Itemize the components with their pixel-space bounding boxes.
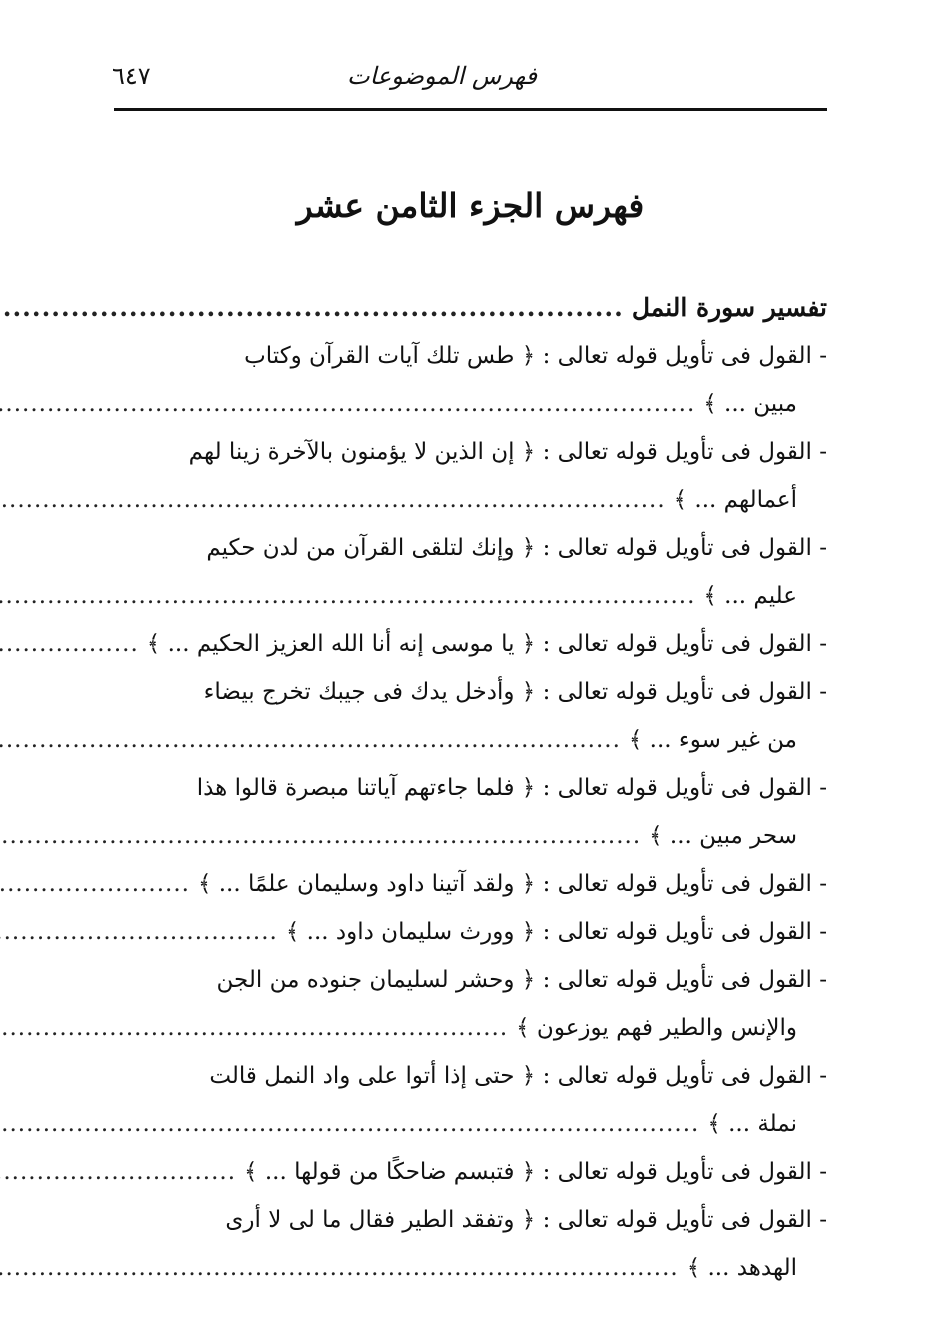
toc-entry-continuation — [114, 812, 827, 860]
dot-leader — [0, 620, 139, 668]
toc-entry-text: - القول فى تأويل قوله تعالى : ﴿ فتبسم ضاحكًا من قولها ... ﴾ — [244, 1159, 827, 1185]
dot-leader — [0, 1100, 699, 1148]
dot-leader — [0, 476, 666, 524]
table-of-contents — [114, 284, 827, 1292]
dot-leader — [0, 380, 695, 428]
toc-entry-text: تفسير سورة النمل — [631, 293, 827, 322]
dot-leader — [0, 908, 278, 956]
toc-entry-text: - القول فى تأويل قوله تعالى : ﴿ يا موسى إنه أنا الله العزيز الحكيم ... ﴾ — [146, 631, 827, 657]
toc-entry-text: - القول فى تأويل قوله تعالى : ﴿ وإنك لتلقى القرآن من لدن حكيم — [206, 535, 827, 561]
toc-entry-text: سحر مبين ... ﴾ — [649, 823, 797, 849]
toc-entry — [114, 620, 827, 668]
toc-entry-text: والإنس والطير فهم يوزعون ﴾ — [516, 1015, 797, 1041]
toc-entry-text: مبين ... ﴾ — [703, 391, 797, 417]
toc-entry — [114, 524, 827, 572]
toc-entry — [114, 668, 827, 716]
toc-entry — [114, 1196, 827, 1244]
dot-leader — [0, 284, 624, 332]
header-rule — [114, 108, 827, 111]
toc-entry — [114, 1148, 827, 1196]
page-title: فهرس الجزء الثامن عشر — [296, 186, 645, 225]
dot-leader — [0, 860, 190, 908]
toc-entry-continuation — [114, 380, 827, 428]
dot-leader — [0, 716, 621, 764]
dot-leader — [0, 572, 695, 620]
toc-entry — [114, 1052, 827, 1100]
dot-leader — [0, 1148, 236, 1196]
toc-entry-text: أعمالهم ... ﴾ — [673, 487, 797, 513]
toc-section-heading — [114, 284, 827, 332]
toc-entry-continuation — [114, 1244, 827, 1292]
toc-entry-text: - القول فى تأويل قوله تعالى : ﴿ وورث سليمان داود ... ﴾ — [285, 919, 827, 945]
toc-entry-continuation — [114, 1100, 827, 1148]
toc-entry — [114, 860, 827, 908]
toc-entry — [114, 956, 827, 1004]
toc-entry-text: - القول فى تأويل قوله تعالى : ﴿ وتفقد الطير فقال ما لى لا أرى — [225, 1207, 827, 1233]
toc-entry — [114, 428, 827, 476]
toc-entry-text: الهدهد ... ﴾ — [686, 1255, 797, 1281]
toc-entry-text: - القول فى تأويل قوله تعالى : ﴿ طس تلك آيات القرآن وكتاب — [244, 343, 827, 369]
toc-entry-continuation — [114, 572, 827, 620]
toc-entry-continuation — [114, 716, 827, 764]
dot-leader — [0, 1244, 679, 1292]
running-header — [112, 62, 827, 102]
toc-entry-text: - القول فى تأويل قوله تعالى : ﴿ وأدخل يدك فى جيبك تخرج بيضاء — [203, 679, 827, 705]
page-number: ٦٤٧ — [112, 62, 151, 90]
toc-entry-text: نملة ... ﴾ — [707, 1111, 797, 1137]
toc-entry — [114, 332, 827, 380]
toc-entry-text: - القول فى تأويل قوله تعالى : ﴿ وحشر لسليمان جنوده من الجن — [216, 967, 827, 993]
toc-entry-text: من غير سوء ... ﴾ — [628, 727, 797, 753]
toc-entry-text: - القول فى تأويل قوله تعالى : ﴿ ولقد آتينا داود وسليمان علمًا ... ﴾ — [197, 871, 827, 897]
toc-entry-text: عليم ... ﴾ — [703, 583, 797, 609]
toc-entry — [114, 908, 827, 956]
toc-entry-text: - القول فى تأويل قوله تعالى : ﴿ فلما جاءتهم آياتنا مبصرة قالوا هذا — [196, 775, 827, 801]
toc-entry-text: - القول فى تأويل قوله تعالى : ﴿ إن الذين لا يؤمنون بالآخرة زينا لهم — [188, 439, 827, 465]
toc-entry-continuation — [114, 476, 827, 524]
toc-entry — [114, 764, 827, 812]
dot-leader — [0, 1004, 508, 1052]
toc-entry-continuation — [114, 1004, 827, 1052]
running-title: فهرس الموضوعات — [347, 62, 537, 90]
dot-leader — [0, 812, 641, 860]
toc-entry-text: - القول فى تأويل قوله تعالى : ﴿ حتى إذا أتوا على واد النمل قالت — [209, 1063, 827, 1089]
